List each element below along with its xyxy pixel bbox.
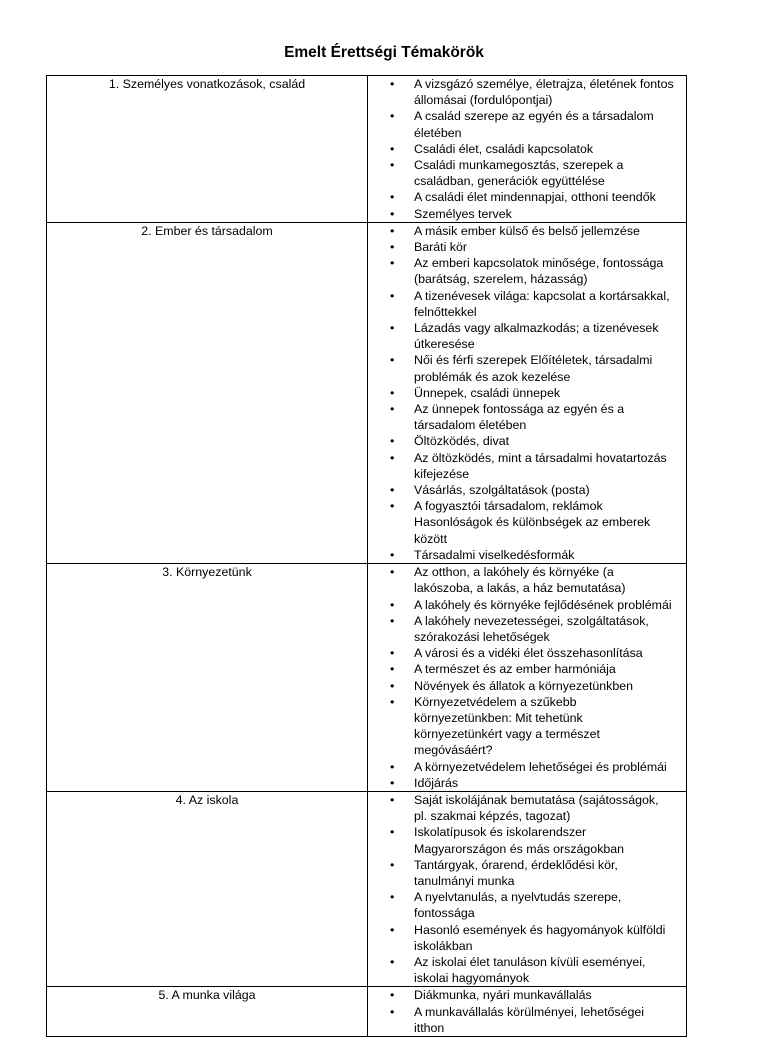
bullet-item: • Lázadás vagy alkalmazkodás; a tizenévesek útkeresése <box>414 320 674 352</box>
topic-items-cell <box>368 791 687 986</box>
bullet-item: • Családi élet, családi kapcsolatok <box>414 141 674 157</box>
topic-bullet-list <box>368 792 686 986</box>
bullet-item: • A természet és az ember harmóniája <box>414 661 674 677</box>
bullet-item: • Időjárás <box>414 775 674 791</box>
bullet-item: • A munkavállalás körülményei, lehetőségei itthon <box>414 1004 674 1036</box>
bullet-item: • Az iskolai élet tanuláson kívüli eseményei, iskolai hagyományok <box>414 954 674 986</box>
bullet-item: • A fogyasztói társadalom, reklámok Hasonlóságok és különbségek az emberek között <box>414 498 674 547</box>
bullet-item: • A vizsgázó személye, életrajza, életének fontos állomásai (fordulópontjai) <box>414 76 674 108</box>
topics-table <box>46 75 687 1037</box>
topic-title: 3. Környezetünk <box>47 564 368 792</box>
bullet-item: • Társadalmi viselkedésformák <box>414 547 674 563</box>
topic-row <box>47 564 687 792</box>
topic-items-cell <box>368 564 687 792</box>
topic-title: 5. A munka világa <box>47 987 368 1037</box>
bullet-item: • Tantárgyak, órarend, érdeklődési kör, tanulmányi munka <box>414 857 674 889</box>
bullet-item: • Vásárlás, szolgáltatások (posta) <box>414 482 674 498</box>
topic-items-cell <box>368 987 687 1037</box>
bullet-item: • A környezetvédelem lehetőségei és problémái <box>414 759 674 775</box>
bullet-item: • A tizenévesek világa: kapcsolat a kortársakkal, felnőttekkel <box>414 288 674 320</box>
bullet-item: • A városi és a vidéki élet összehasonlítása <box>414 645 674 661</box>
bullet-item: • Az otthon, a lakóhely és környéke (a lakószoba, a lakás, a ház bemutatása) <box>414 564 674 596</box>
topic-bullet-list <box>368 76 686 222</box>
bullet-item: • Az ünnepek fontossága az egyén és a társadalom életében <box>414 401 674 433</box>
bullet-item: • A lakóhely és környéke fejlődésének problémái <box>414 597 674 613</box>
topic-bullet-list <box>368 564 686 791</box>
bullet-item: • Személyes tervek <box>414 206 674 222</box>
topic-row <box>47 76 687 223</box>
bullet-item: • Családi munkamegosztás, szerepek a családban, generációk együttélése <box>414 157 674 189</box>
topics-table-body <box>47 76 687 1037</box>
bullet-item: • Női és férfi szerepek Előítéletek, társadalmi problémák és azok kezelése <box>414 352 674 384</box>
topic-items-cell <box>368 76 687 223</box>
topic-row <box>47 987 687 1037</box>
document-title: Emelt Érettségi Témakörök <box>284 44 484 61</box>
bullet-item: • Ünnepek, családi ünnepek <box>414 385 674 401</box>
topic-title: 1. Személyes vonatkozások, család <box>47 76 368 223</box>
bullet-item: • Iskolatípusok és iskolarendszer Magyarországon és más országokban <box>414 824 674 856</box>
topic-bullet-list <box>368 987 686 1036</box>
bullet-item: • Öltözködés, divat <box>414 433 674 449</box>
bullet-item: • A nyelvtanulás, a nyelvtudás szerepe, fontossága <box>414 889 674 921</box>
bullet-item: • Az öltözködés, mint a társadalmi hovatartozás kifejezése <box>414 450 674 482</box>
bullet-item: • Baráti kör <box>414 239 674 255</box>
bullet-item: • Az emberi kapcsolatok minősége, fontossága (barátság, szerelem, házasság) <box>414 255 674 287</box>
bullet-item: • Környezetvédelem a szűkebb környezetünkben: Mit tehetünk környezetünkért vagy a természet megóvásáért? <box>414 694 674 759</box>
bullet-item: • Hasonló események és hagyományok külföldi iskolákban <box>414 922 674 954</box>
bullet-item: • A lakóhely nevezetességei, szolgáltatások, szórakozási lehetőségek <box>414 613 674 645</box>
topic-items-cell <box>368 222 687 563</box>
topic-title: 4. Az iskola <box>47 791 368 986</box>
bullet-item: • A családi élet mindennapjai, otthoni teendők <box>414 189 674 205</box>
topic-row <box>47 791 687 986</box>
bullet-item: • Saját iskolájának bemutatása (sajátosságok, pl. szakmai képzés, tagozat) <box>414 792 674 824</box>
topic-bullet-list <box>368 223 686 563</box>
topic-row <box>47 222 687 563</box>
topic-title: 2. Ember és társadalom <box>47 222 368 563</box>
bullet-item: • Növények és állatok a környezetünkben <box>414 678 674 694</box>
bullet-item: • A család szerepe az egyén és a társadalom életében <box>414 108 674 140</box>
bullet-item: • Diákmunka, nyári munkavállalás <box>414 987 674 1003</box>
bullet-item: • A másik ember külső és belső jellemzése <box>414 223 674 239</box>
